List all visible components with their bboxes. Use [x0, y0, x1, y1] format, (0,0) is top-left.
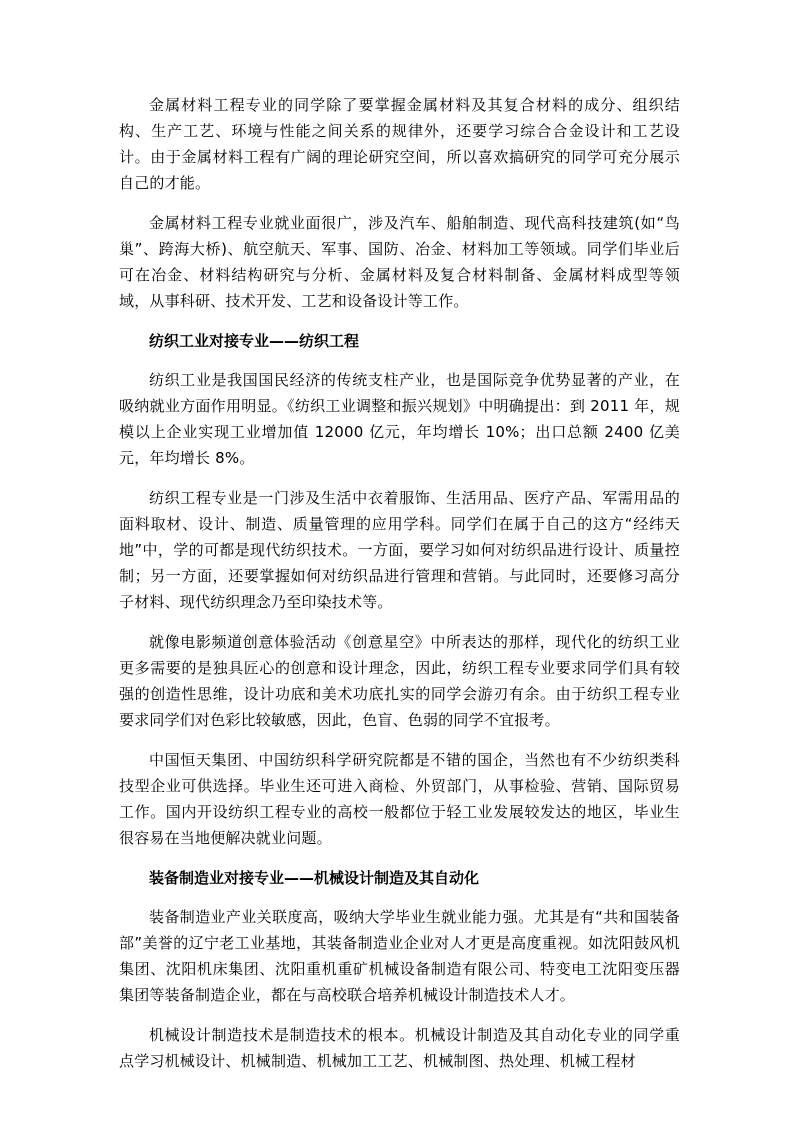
paragraph-textile-employment: 中国恒天集团、中国纺织科学研究院都是不错的国企，当然也有不少纺织类科技型企业可供选择。毕业生还可进入商检、外贸部门，从事检验、营销、国际贸易工作。国内开设纺织工程专业的高校一般都位于轻工业发展较发达的地区，毕业生很容易在当地便解决就业问题。	[119, 751, 680, 847]
section-heading-equipment-manufacturing: 装备制造业对接专业——机械设计制造及其自动化	[149, 869, 480, 887]
paragraph-metal-materials-employment: 金属材料工程专业就业面很广，涉及汽车、船舶制造、现代高科技建筑(如“鸟巢”、跨海大桥)、航空航天、军事、国防、冶金、材料加工等领域。同学们毕业后可在冶金、材料结构研究与分析、金属材料及复合材料制备、金属材料成型等领域，从事科研、技术开发、工艺和设备设计等工作。	[119, 214, 680, 310]
paragraph-textile-industry: 纺织工业是我国国民经济的传统支柱产业，也是国际竞争优势显著的产业，在吸纳就业方面作用明显。《纺织工业调整和振兴规划》中明确提出：到 2011 年，规模以上企业实现工业增加值 12000 亿元，年均增长 10%；出口总额 2400 亿美元，年均增长 8%。	[119, 371, 680, 467]
section-heading-textile: 纺织工业对接专业——纺织工程	[149, 332, 360, 350]
paragraph-mechanical-design: 机械设计制造技术是制造技术的根本。机械设计制造及其自动化专业的同学重点学习机械设计、机械制造、机械加工工艺、机械制图、热处理、机械工程材	[119, 1026, 680, 1070]
document-page	[119, 92, 680, 1088]
paragraph-textile-engineering: 纺织工程专业是一门涉及生活中衣着服饰、生活用品、医疗产品、军需用品的面料取材、设计、制造、质量管理的应用学科。同学们在属于自己的这方“经纬天地”中，学的可都是现代纺织技术。一方面，要学习如何对纺织品进行设计、质量控制；另一方面，还要掌握如何对纺织品进行管理和营销。与此同时，还要修习高分子材料、现代纺织理念乃至印染技术等。	[119, 489, 680, 611]
paragraph-textile-creativity: 就像电影频道创意体验活动《创意星空》中所表达的那样，现代化的纺织工业更多需要的是独具匠心的创意和设计理念，因此，纺织工程专业要求同学们具有较强的创造性思维，设计功底和美术功底扎实的同学会游刃有余。由于纺织工程专业要求同学们对色彩比较敏感，因此，色盲、色弱的同学不宜报考。	[119, 633, 680, 729]
paragraph-equipment-industry: 装备制造业产业关联度高，吸纳大学毕业生就业能力强。尤其是有“共和国装备部”美誉的辽宁老工业基地，其装备制造业企业对人才更是高度重视。如沈阳鼓风机集团、沈阳机床集团、沈阳重机重矿机械设备制造有限公司、特变电工沈阳变压器集团等装备制造企业，都在与高校联合培养机械设计制造技术人才。	[119, 908, 680, 1004]
paragraph-metal-materials-study: 金属材料工程专业的同学除了要掌握金属材料及其复合材料的成分、组织结构、生产工艺、环境与性能之间关系的规律外，还要学习综合合金设计和工艺设计。由于金属材料工程有广阔的理论研究空间，所以喜欢搞研究的同学可充分展示自己的才能。	[119, 96, 680, 192]
